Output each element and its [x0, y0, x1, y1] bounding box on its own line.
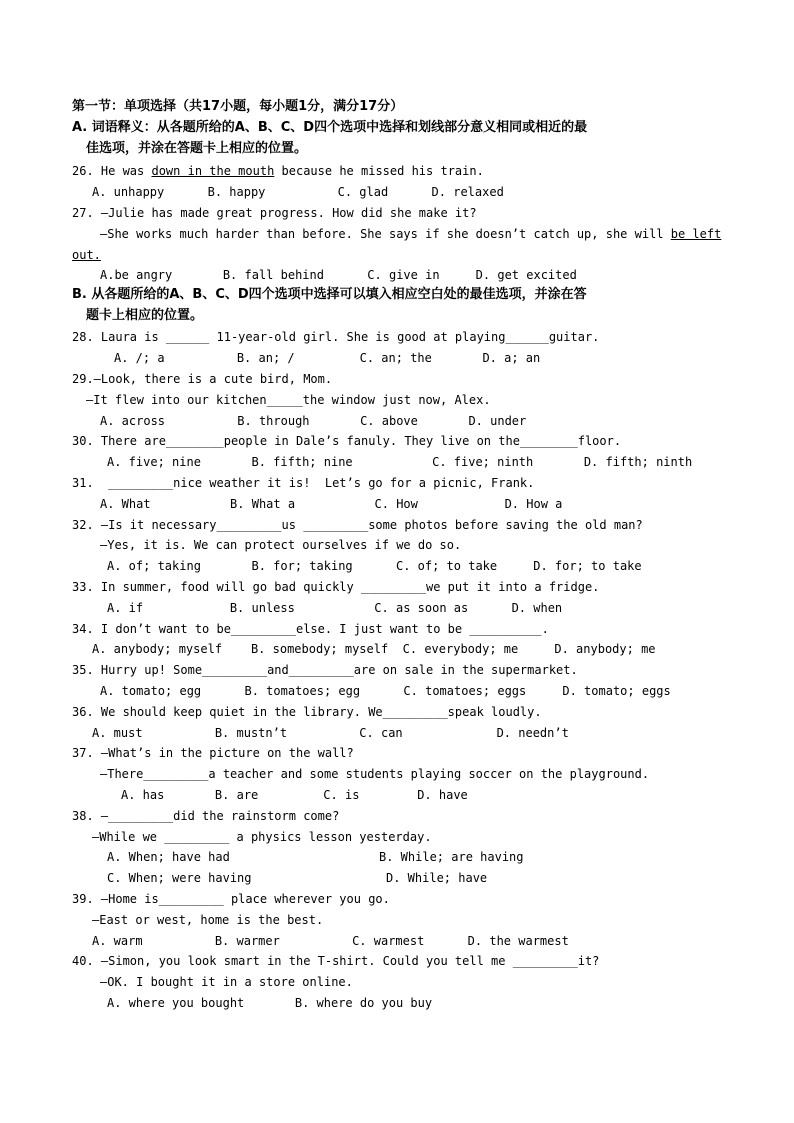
question-27-line2 — [100, 227, 721, 242]
question-38-option-a: A. When; have had — [107, 850, 230, 864]
question-31-stem: 31. _________nice weather it is! Let’s go for a picnic, Frank. — [72, 476, 535, 490]
question-39-line1: 39. —Home is_________ place wherever you go. — [72, 892, 390, 906]
section-title: 第一节：单项选择（共17小题，每小题1分，满分17分） — [72, 99, 404, 114]
question-32-line1: 32. —Is it necessary_________us _________some photos before saving the old man? — [72, 518, 643, 532]
question-38-option-d: D. While; have — [386, 871, 488, 885]
question-31-options: A. What B. What a C. How D. How a — [100, 497, 563, 511]
question-40-options: A. where you bought B. where do you buy — [107, 996, 433, 1010]
question-35-options: A. tomato; egg B. tomatoes; egg C. tomatoes; eggs D. tomato; eggs — [100, 684, 671, 698]
question-32-line2: —Yes, it is. We can protect ourselves if we do so. — [100, 538, 462, 552]
question-27-underlined-phrase: be left — [670, 227, 722, 241]
question-26-underlined-phrase: down in the mouth — [151, 164, 275, 178]
question-38-option-b: B. While; are having — [379, 850, 524, 864]
question-36-stem: 36. We should keep quiet in the library. We_________speak loudly. — [72, 705, 542, 719]
question-38-line1: 38. —_________did the rainstorm come? — [72, 809, 340, 823]
question-26-stem — [72, 164, 484, 179]
question-27-options: A.be angry B. fall behind C. give in D. get excited — [100, 268, 577, 282]
question-29-line2: —It flew into our kitchen_____the window just now, Alex. — [86, 393, 491, 407]
question-29-line1: 29.—Look, there is a cute bird, Mom. — [72, 372, 333, 386]
question-33-stem: 33. In summer, food will go bad quickly _________we put it into a fridge. — [72, 580, 600, 594]
question-40-line2: —OK. I bought it in a store online. — [100, 975, 353, 989]
question-27-line1: 27. —Julie has made great progress. How did she make it? — [72, 206, 477, 220]
question-38-line2: —While we _________ a physics lesson yesterday. — [92, 830, 432, 844]
question-26-text-end: because he missed his train. — [274, 164, 484, 178]
question-26-options: A. unhappy B. happy C. glad D. relaxed — [92, 185, 504, 199]
part-a-instruction-line2: 佳选项，并涂在答题卡上相应的位置。 — [86, 141, 308, 156]
question-29-options: A. across B. through C. above D. under — [100, 414, 527, 428]
question-36-options: A. must B. mustn’t C. can D. needn’t — [92, 726, 569, 740]
question-32-options: A. of; taking B. for; taking C. of; to take D. for; to take — [107, 559, 642, 573]
question-39-options: A. warm B. warmer C. warmest D. the warmest — [92, 934, 569, 948]
question-34-stem: 34. I don’t want to be_________else. I just want to be __________. — [72, 622, 549, 636]
part-a-instruction-line1: A. 词语释义：从各题所给的A、B、C、D四个选项中选择和划线部分意义相同或相近的最 — [72, 120, 588, 135]
question-28-stem: 28. Laura is ______ 11-year-old girl. She is good at playing______guitar. — [72, 330, 600, 344]
question-40-line1: 40. —Simon, you look smart in the T-shirt. Could you tell me _________it? — [72, 954, 600, 968]
question-38-option-c: C. When; were having — [107, 871, 252, 885]
question-30-options: A. five; nine B. fifth; nine C. five; ninth D. fifth; ninth — [107, 455, 693, 469]
question-37-line1: 37. —What’s in the picture on the wall? — [72, 746, 354, 760]
question-34-options: A. anybody; myself B. somebody; myself C. everybody; me D. anybody; me — [92, 642, 656, 656]
part-b-instruction-line1: B. 从各题所给的A、B、C、D四个选项中选择可以填入相应空白处的最佳选项，并涂在答 — [72, 287, 587, 302]
question-33-options: A. if B. unless C. as soon as D. when — [107, 601, 563, 615]
question-39-line2: —East or west, home is the best. — [92, 913, 324, 927]
question-27-line2-text: —She works much harder than before. She says if she doesn’t catch up, she will — [100, 227, 671, 241]
question-37-line2: —There_________a teacher and some students playing soccer on the playground. — [100, 767, 650, 781]
question-35-stem: 35. Hurry up! Some_________and_________are on sale in the supermarket. — [72, 663, 578, 677]
question-30-stem: 30. There are________people in Dale’s fanuly. They live on the________floor. — [72, 434, 622, 448]
part-b-instruction-line2: 题卡上相应的位置。 — [86, 308, 204, 323]
question-37-options: A. has B. are C. is D. have — [121, 788, 468, 802]
question-28-options: A. /; a B. an; / C. an; the D. a; an — [114, 351, 541, 365]
question-26-text: 26. He was — [72, 164, 152, 178]
question-27-line3: out. — [72, 248, 101, 262]
